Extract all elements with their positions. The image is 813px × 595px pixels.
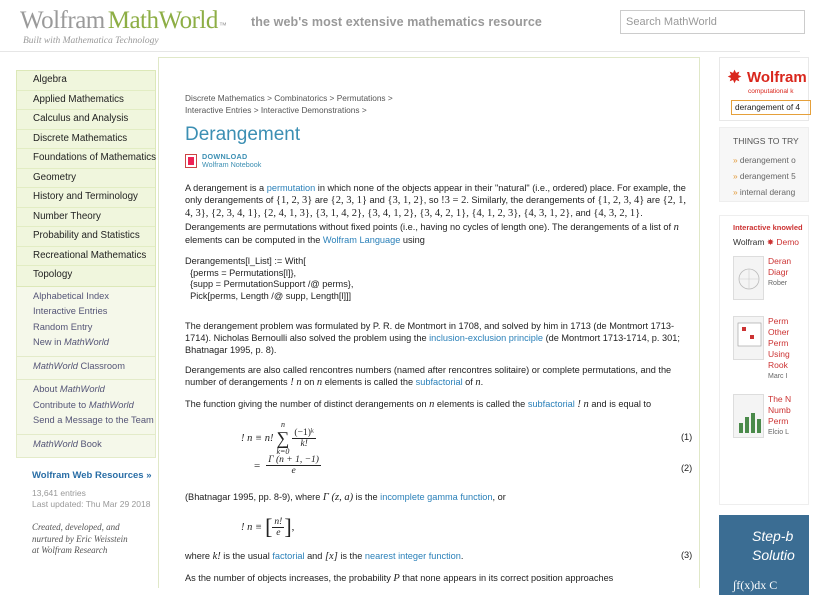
nav-algebra[interactable]: Algebra — [17, 71, 155, 91]
text: Derangements are also called rencontres numbers (named after rencontres solitaire) or complete permutations, and the number of derangements — [185, 365, 672, 388]
text: The function giving the number of distinct derangements on — [185, 399, 430, 409]
step-by-step-caption: ∫f(x)dx C — [733, 578, 778, 592]
step-title-line: Solutio — [752, 547, 795, 563]
text: is the — [337, 551, 365, 561]
things-to-try-title: THINGS TO TRY — [733, 136, 799, 146]
eq2-numerator: Γ (n + 1, −1) — [268, 455, 319, 465]
nav-about-label: About — [33, 384, 60, 394]
brand-demo: Demo — [776, 237, 800, 247]
nav-foundations[interactable]: Foundations of Mathematics — [17, 149, 155, 169]
wolfram-language-link[interactable]: Wolfram Language — [322, 234, 401, 245]
demo-title-line[interactable]: The N — [768, 394, 792, 404]
classroom-nav — [16, 357, 156, 381]
demo-title-line[interactable]: Perm — [768, 416, 789, 426]
math-set: {1, 2, 3, 4} — [597, 195, 645, 207]
eq3-fraction — [272, 517, 284, 538]
nav-interactive-entries[interactable]: Interactive Entries — [33, 306, 108, 316]
text: . — [460, 551, 464, 561]
nearest-integer-link[interactable]: nearest integer function — [364, 551, 461, 561]
math-subfactorial: !3 = 2 — [441, 195, 467, 207]
text: , or — [492, 492, 506, 502]
eq1-sum-upper: n — [280, 420, 285, 429]
right-bracket: ] — [284, 514, 292, 539]
demo-author: Rober — [768, 280, 788, 287]
site-stats — [16, 488, 156, 510]
demo-title-line[interactable]: Deran — [768, 256, 792, 266]
nav-new-in-mathworld-label: MathWorld — [64, 337, 109, 347]
demo-thumbnail-graphic — [734, 317, 765, 361]
demo-thumbnail-graphic — [734, 257, 765, 301]
nav-random-entry[interactable]: Random Entry — [33, 321, 93, 332]
nav-book-mathworld-label: MathWorld — [33, 438, 78, 449]
math-derangement-list: {2, 1, 4, 3}, {2, 3, 4, 1}, {2, 4, 1, 3}, {3, 1, 4, 2}, {3, 4, 1, 2}, {3, 4, 2, 1}, {4, 1, 2, 3}, {4, 3, 1, 2} — [185, 195, 687, 220]
eq1-denominator: k! — [300, 438, 308, 449]
book-nav — [16, 435, 156, 459]
demo-title — [768, 316, 790, 382]
code-block — [185, 256, 353, 302]
text: of — [462, 377, 476, 388]
demo-thumbnail-graphic — [734, 395, 765, 439]
topic-nav — [16, 70, 156, 287]
interactive-title: Interactive knowled — [733, 223, 803, 232]
text: where — [185, 551, 213, 561]
math-gamma: Γ (z, a) — [322, 492, 354, 503]
things-to-try — [719, 127, 809, 202]
math-n: n — [316, 377, 323, 389]
left-navigation — [16, 70, 156, 557]
text: elements is called the — [434, 399, 528, 409]
nav-probability[interactable]: Probability and Statistics — [17, 227, 155, 247]
eq3-numerator: n! — [274, 516, 283, 527]
wolfram-alpha-name: Wolfram — [747, 68, 807, 86]
index-nav — [16, 287, 156, 357]
math-p: P — [393, 573, 400, 584]
download-title: DOWNLOAD — [202, 152, 248, 161]
text: using — [400, 234, 425, 245]
nav-new-in-mathworld[interactable] — [17, 336, 155, 352]
paragraph-bhatnagar — [185, 491, 687, 504]
demo-title-line[interactable]: Numb — [768, 405, 791, 415]
demo-title — [768, 256, 791, 289]
text: . Similarly, the derangements of — [466, 195, 598, 206]
logo-mathworld-text: MathWorld — [107, 7, 218, 34]
text: elements is called the — [322, 377, 416, 388]
demo-star-icon: ✸ — [766, 237, 774, 247]
factorial-link[interactable]: factorial — [272, 551, 305, 561]
eq2-fraction — [266, 455, 321, 476]
search-input[interactable]: Search MathWorld — [620, 10, 805, 34]
nav-alphabetical-index[interactable]: Alphabetical Index — [33, 290, 109, 301]
inclusion-exclusion-link[interactable]: inclusion-exclusion principle — [429, 333, 544, 344]
entry-count: 13,641 entries — [32, 488, 86, 498]
text: (Bhatnagar 1995, pp. 8-9), where — [185, 492, 323, 502]
nav-calculus[interactable]: Calculus and Analysis — [17, 110, 155, 130]
eq1-sum-lower: k=0 — [276, 447, 290, 456]
math-set: {4, 3, 2, 1} — [593, 208, 641, 220]
text: is the — [353, 492, 381, 502]
paragraph-intro — [185, 182, 687, 246]
text: and — [367, 195, 388, 206]
math-n: n — [673, 221, 679, 233]
incomplete-gamma-link[interactable]: incomplete gamma function — [380, 492, 493, 502]
text: are — [644, 195, 663, 206]
equation-2 — [254, 455, 321, 476]
breadcrumb-line-1[interactable]: Discrete Mathematics > Combinatorics > Permutations > — [185, 93, 393, 103]
text: that none appears in its correct position approaches — [399, 573, 614, 583]
permutation-link[interactable]: permutation — [266, 183, 316, 193]
nav-classroom-label: Classroom — [77, 360, 125, 371]
eq1-lhs: ! n ≡ n! — [241, 432, 274, 444]
wolfram-alpha-logo[interactable] — [727, 68, 807, 86]
left-bracket: [ — [265, 514, 273, 539]
nav-applied-mathematics[interactable]: Applied Mathematics — [17, 91, 155, 111]
math-nearest-integer: [x] — [324, 551, 338, 562]
text: on — [301, 377, 317, 388]
nav-about-mathworld-label: MathWorld — [59, 384, 105, 394]
text: (de Montmort 1713-1714, p. 301; Bhatnagar 1995, p. 8). — [185, 333, 680, 356]
text: . Derangements are permutations without fixed points (i.e., having no cycles of length one). The derangements of a list of — [185, 208, 674, 232]
paragraph-rencontres — [185, 364, 687, 389]
logo-trademark: ™ — [218, 21, 227, 30]
nav-topology[interactable]: Topology — [33, 269, 73, 280]
eq2-equals: = — [254, 459, 261, 472]
demo-thumbnail[interactable] — [733, 256, 764, 300]
demo-title-line[interactable]: Perm — [768, 316, 789, 326]
math-set: {3, 1, 2} — [387, 195, 424, 207]
brand-wolfram: Wolfram — [733, 237, 767, 247]
equation-number-2: (2) — [681, 463, 693, 473]
eq1-fraction — [292, 428, 315, 449]
code-line: {supp = PermutationSupport /@ perms}, — [185, 279, 354, 289]
site-credit — [16, 522, 156, 557]
nav-contribute[interactable] — [17, 399, 155, 415]
math-subfactorial-n: ! n — [577, 399, 589, 410]
credit-line-3: at Wolfram Research — [32, 545, 108, 555]
eq2-denominator: e — [291, 466, 296, 476]
breadcrumb-line-2[interactable]: Interactive Entries > Interactive Demonstrations > — [185, 104, 367, 115]
wolfram-alpha-subtitle: computational k — [748, 88, 794, 95]
nav-mathworld-classroom[interactable] — [17, 360, 155, 376]
credit-line-1: Created, developed, and — [32, 522, 120, 532]
paragraph-probability — [185, 572, 687, 585]
math-subfactorial-n: ! n — [290, 377, 302, 389]
nav-number-theory[interactable]: Number Theory — [17, 208, 155, 228]
last-updated: Last updated: Thu Mar 29 2018 — [32, 499, 151, 509]
interactive-demonstrations — [719, 215, 809, 505]
text: As the number of objects increases, the probability — [185, 573, 394, 583]
paragraph-factorial — [185, 550, 687, 563]
nav-contribute-label: Contribute to — [33, 399, 89, 410]
step-by-step-ad[interactable] — [719, 515, 809, 595]
equation-number-3: (3) — [681, 550, 693, 560]
equation-number-1: (1) — [681, 432, 693, 442]
wolfram-demonstrations-brand — [733, 237, 799, 248]
sigma-icon: ∑ — [276, 428, 290, 448]
text: in which none of the objects appear in their "natural" (i.e., ordered) place. For example, the only derangements of — [185, 183, 686, 206]
wolfram-web-resources-link[interactable]: Wolfram Web Resources » — [32, 470, 152, 481]
nav-discrete-mathematics[interactable]: Discrete Mathematics — [17, 130, 155, 150]
logo-wolfram-text: Wolfram — [20, 7, 105, 34]
text: , and — [570, 208, 594, 219]
nav-new-in-label: New in — [33, 337, 65, 347]
site-subtagline: Built with Mathematica Technology — [23, 36, 159, 46]
eq3-comma: , — [291, 521, 295, 533]
breadcrumb[interactable] — [185, 93, 393, 116]
right-rail — [719, 57, 807, 592]
text: The derangement problem was formulated by P. R. de Montmort in 1708, and solved by him in 1713 (de Montmort 1713-1714). Nicholas Bernoulli also solved the problem using the — [185, 321, 675, 344]
code-line: Derangements[l_List] := With[ — [185, 256, 306, 266]
subfactorial-link[interactable]: subfactorial — [415, 377, 463, 388]
text: is the usual — [220, 551, 273, 561]
nav-send-message[interactable]: Send a Message to the Team — [33, 415, 154, 425]
text: , so — [423, 195, 442, 206]
header — [0, 0, 800, 52]
nav-mathworld-book[interactable] — [17, 438, 155, 454]
nav-about-mathworld[interactable] — [17, 383, 155, 399]
text: . — [480, 377, 484, 388]
step-by-step-title — [752, 527, 795, 565]
code-line: {perms = Permutations[l]}, — [185, 267, 297, 278]
demo-thumbnail[interactable] — [733, 316, 764, 360]
wolfram-alpha-input[interactable]: derangement of 4 — [731, 100, 811, 115]
demo-author: Elcio L — [768, 429, 790, 436]
paragraph-history — [185, 320, 687, 357]
equation-1 — [241, 420, 316, 456]
paragraph-function — [185, 398, 687, 411]
math-n: n — [475, 377, 481, 389]
download-label — [202, 153, 261, 169]
math-n: n — [429, 399, 435, 410]
download-notebook-button[interactable] — [185, 153, 261, 169]
subfactorial-link-2[interactable]: subfactorial — [527, 399, 575, 409]
text: and — [304, 551, 325, 561]
text: are — [312, 195, 331, 206]
math-k-factorial: k! — [212, 551, 221, 562]
nav-recreational[interactable]: Recreational Mathematics — [17, 247, 155, 267]
demo-author: Marc I — [768, 373, 788, 380]
download-subtitle: Wolfram Notebook — [202, 160, 262, 169]
nav-book-label: Book — [77, 438, 102, 449]
demo-title-line[interactable]: Other — [768, 327, 790, 337]
demo-title-line[interactable]: Diagr — [768, 267, 789, 277]
eq1-sum — [276, 420, 289, 456]
about-nav — [16, 380, 156, 435]
nav-geometry[interactable]: Geometry — [17, 169, 155, 189]
nav-history[interactable]: History and Terminology — [17, 188, 155, 208]
article-content — [158, 57, 700, 588]
step-title-line: Step-b — [752, 528, 794, 544]
mathworld-logo[interactable] — [20, 7, 227, 35]
demo-title-line[interactable]: Rook — [768, 360, 788, 370]
wolfram-alpha-widget — [719, 57, 809, 121]
nav-contribute-mathworld-label: MathWorld — [88, 399, 134, 410]
text: A derangement is a — [185, 183, 267, 193]
credit-line-2: nurtured by Eric Weisstein — [32, 533, 128, 544]
site-tagline: the web's most extensive mathematics resource — [251, 15, 542, 29]
nav-classroom-mathworld-label: MathWorld — [33, 360, 78, 371]
wolfram-star-icon: ✸ — [727, 67, 743, 87]
demo-title-line[interactable]: Perm — [768, 338, 789, 348]
eq3-denominator: e — [276, 527, 281, 538]
text: elements can be computed in the — [185, 234, 323, 245]
page-title: Derangement — [185, 124, 301, 145]
things-item[interactable]: » internal derang — [733, 187, 795, 197]
equation-3 — [241, 514, 294, 540]
eq1-numerator: (−1)ᵏ — [294, 427, 314, 438]
things-item[interactable]: » derangement o — [733, 155, 796, 165]
demo-thumbnail[interactable] — [733, 394, 764, 438]
eq3-lhs: ! n ≡ — [241, 521, 263, 533]
code-line: Pick[perms, Length /@ supp, Length[l]]] — [185, 290, 352, 301]
demo-title-line[interactable]: Using — [768, 349, 790, 359]
text: and is equal to — [588, 399, 652, 409]
things-item[interactable]: » derangement 5 — [733, 171, 796, 181]
math-set: {1, 2, 3} — [275, 195, 313, 207]
demo-title — [768, 394, 791, 438]
math-set: {2, 3, 1} — [330, 195, 367, 207]
notebook-icon — [185, 154, 197, 168]
